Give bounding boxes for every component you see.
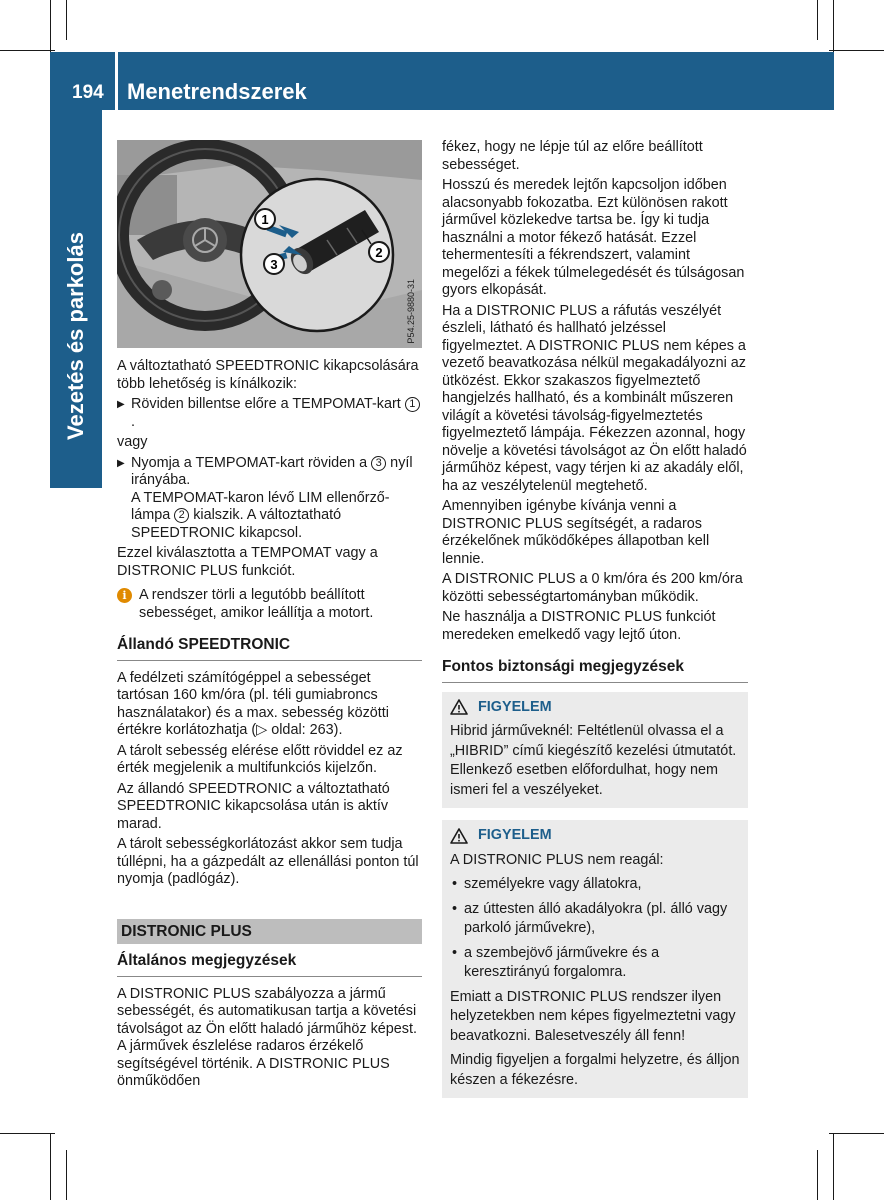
info-note (117, 587, 422, 622)
right-paragraph-1: fékez, hogy ne lépje túl az előre beállított sebességet. (442, 139, 703, 173)
warning-header (450, 826, 740, 846)
crop-mark (829, 1133, 884, 1134)
right-paragraph-4: Amennyiben igénybe kívánja venni a DISTRONIC PLUS segítségét, a radaros érzékelőnek működőképes állapotban kell lennie. (442, 498, 710, 567)
crop-mark (0, 50, 55, 51)
svg-text:2: 2 (375, 245, 383, 260)
section-heading-allando: Állandó SPEEDTRONIC (117, 636, 422, 661)
header-divider (115, 52, 118, 110)
crop-mark (0, 1133, 55, 1134)
warning-bullet: • a szembejövő járművekre és a keresztirányú forgalomra. (450, 944, 740, 983)
right-column (442, 139, 748, 1110)
allando-paragraph-4: A tárolt sebességkorlátozást akkor sem tudja túllépni, ha a gázpedált az ellenállási ponton túl nyomja (padlógáz). (117, 836, 419, 887)
info-icon: i (117, 588, 132, 603)
step-2-result: A TEMPOMAT-karon lévő LIM ellenőrző-lámpa (131, 489, 390, 523)
warning-box-distronic (442, 820, 748, 1098)
callout-ref-1: 1 (405, 397, 420, 412)
warning-bullet: • személyekre vagy állatokra, (450, 875, 740, 895)
warning-text: Hibrid járműveknél: Feltétlenül olvassa el a „HIBRID” című kiegészítő kezelési útmutatót. Ellenkező esetben előfordulhat, hogy nem ismeri fel a veszélyeket. (450, 723, 737, 798)
warning-header (450, 698, 740, 718)
allando-paragraph-1: A fedélzeti számítógéppel a sebességet tartósan 160 km/óra (pl. téli gumiabroncs használatakor) és a max. sebesség közötti értékre korlátozhatja (▷ oldal: 263). (117, 669, 389, 738)
section-heading-fontos: Fontos biztonsági megjegyzések (442, 658, 748, 683)
crop-mark (833, 0, 834, 55)
warning-triangle-icon (450, 699, 468, 715)
page-title: Menetrendszerek (127, 79, 307, 104)
warning-paragraph: Mindig figyeljen a forgalmi helyzetre, és álljon készen a fékezésre. (450, 1052, 740, 1088)
warning-triangle-icon (450, 828, 468, 844)
steering-wheel-illustration (117, 140, 422, 348)
figure-code: P54.25-9880-31 (405, 279, 416, 344)
step-2 (117, 455, 422, 543)
svg-text:3: 3 (270, 257, 278, 272)
warning-title: FIGYELEM (478, 827, 552, 843)
warning-bullet: • az úttesten álló akadályokra (pl. álló vagy parkoló járművekre), (450, 900, 740, 939)
right-paragraph-5: A DISTRONIC PLUS a 0 km/óra és 200 km/óra közötti sebességtartományban működik. (442, 571, 743, 605)
crop-mark (50, 1133, 51, 1200)
callout-1 (255, 209, 275, 229)
warning-intro: A DISTRONIC PLUS nem reagál: (450, 851, 664, 868)
crop-mark (817, 0, 818, 40)
warning-box-hybrid (442, 692, 748, 809)
crop-mark (66, 1150, 67, 1200)
step-1 (117, 396, 422, 431)
info-note-text: A rendszer törli a legutóbb beállított sebességet, amikor leállítja a motort. (139, 587, 374, 621)
chapter-side-label-text: Vezetés és parkolás (63, 232, 88, 440)
warning-title: FIGYELEM (478, 698, 552, 715)
right-paragraph-2: Hosszú és meredek lejtőn kapcsoljon időben alacsonyabb fokozatba. Ezt különösen rakott járművel közlekedve tartsa be. Így ki tudja használni a motor fékező hatását. Ezzel tehermentesíti a fékrendszert, valamint megelőzi a fékek túlmelegedését és túlságosan gyors elkopását. (442, 177, 745, 298)
callout-ref-3: 3 (371, 456, 386, 471)
crop-mark (833, 1133, 834, 1200)
page-number: 194 (72, 82, 104, 103)
step-1-text: Röviden billentse előre a TEMPOMAT-kart (131, 396, 405, 412)
left-column (117, 140, 422, 1094)
selection-note: Ezzel kiválasztotta a TEMPOMAT vagy a DISTRONIC PLUS funkciót. (117, 545, 378, 579)
section-heading-altalanos: Általános megjegyzések (117, 952, 422, 977)
allando-paragraph-3: Az állandó SPEEDTRONIC a változtatható SPEEDTRONIC kikapcsolása után is aktív marad. (117, 780, 390, 832)
right-paragraph-6: Ne használja a DISTRONIC PLUS funkciót meredeken emelkedő vagy lejtő úton. (442, 609, 716, 643)
cruise-control-lever-figure (117, 140, 422, 348)
step-2-result-end: kialszik. A változtatható SPEEDTRONIC kikapcsol. (131, 507, 342, 541)
intro-text: A változtatható SPEEDTRONIC kikapcsolására több lehetőség is kínálkozik: (117, 358, 419, 392)
step-1-end: . (131, 413, 135, 430)
crop-mark (50, 0, 51, 55)
altalanos-paragraph: A DISTRONIC PLUS szabályozza a jármű sebességét, és automatikusan tartja a követési távolságot az Ön előtt haladó járműhöz képest. A járművek észlelése radaros érzékelő segítségével történik. A DISTRONIC PLUS önműködően (117, 985, 417, 1089)
step-2-text: Nyomja a TEMPOMAT-kart röviden a (131, 454, 372, 471)
section-bar-distronic: DISTRONIC PLUS (117, 919, 422, 945)
callout-ref-2: 2 (174, 508, 189, 523)
right-paragraph-3: Ha a DISTRONIC PLUS a ráfutás veszélyét észleli, látható és hallható jelzéssel figyelmeztet. A DISTRONIC PLUS nem képes a vezető beavatkozása nélkül megakadályozni az ütközést. Ekkor szakaszos figyelmeztető hangjelzés hallható, és a kombinált műszeren világít a követési távolság-figyelmeztetés figyelmeztető lámpája. Fékezzen azonnal, hogy növelje a követési távolságot az Ön előtt haladó járműhöz képest, vagy térjen ki az akadály elől, ha az veszélytelenül megtehető. (442, 302, 747, 494)
crop-mark (66, 0, 67, 40)
crop-mark (829, 50, 884, 51)
allando-paragraph-2: A tárolt sebesség elérése előtt röviddel ez az érték megjelenik a multifunkciós kijelzőn. (117, 742, 403, 776)
callout-3 (264, 254, 284, 274)
or-text: vagy (117, 434, 148, 450)
warning-paragraph: Emiatt a DISTRONIC PLUS rendszer ilyen helyzetekben nem képes figyelmeztetni vagy beavatkozni. Balesetveszély áll fenn! (450, 988, 736, 1044)
crop-mark (817, 1150, 818, 1200)
step-2-end: nyíl irányába. (131, 454, 413, 488)
svg-text:1: 1 (261, 212, 269, 227)
